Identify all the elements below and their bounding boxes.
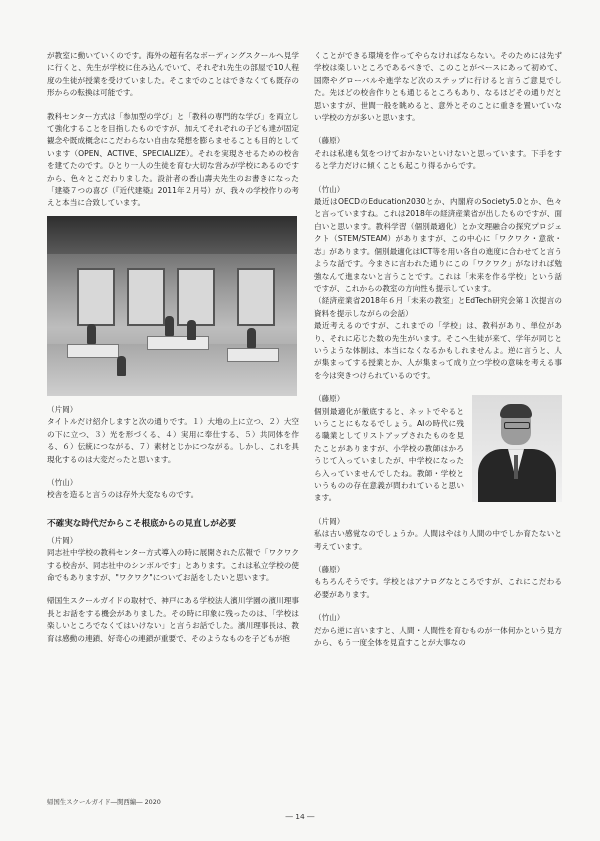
publication-footer: 帰国生スクールガイド―関西編― 2020 [47, 798, 161, 806]
portrait-block [314, 393, 562, 505]
person-portrait [472, 395, 562, 502]
speaker-label: （片岡） [314, 516, 345, 526]
paragraph: 最近考えるのですが、これまでの「学校」は、教科があり、単位があり、それに応じた数の先生がいます。そこへ生徒が来て、学年が同じというような体制は、本当になくなるかもしれませんよ。逆に言うと、人が集まってする授業とか、人が集まって成り立つ学校の意味を考える事を今は突きつけられているのです。 [314, 321, 562, 380]
right-column [314, 50, 562, 660]
speaker-label: （藤原） [314, 136, 345, 146]
speaker-label: （藤原） [314, 565, 345, 575]
paragraph: だから逆に言いますと、人間・人間性を育むものが一体何かという見方から、もう一度全体を見直すことが大事なの [314, 625, 562, 648]
paragraph: 同志社中学校の教科センター方式導入の時に展開された広報で「ワクワクする校舎が、同志社中のシンボルです」とあります。これは私立学校の使命でもありますが、"ワクワク"についてお話をしたいと思います。 [47, 548, 299, 582]
paragraph: 最近はOECDのEducation2030とか、内閣府のSociety5.0とか、色々と言っていますね。これは2018年の経済産業省が出したものですが、面白いと思います。教科学習（個別最適化）とか文理融合の探究プロジェクト（STEM/STEAM）がありますが、この中心に「ワクワク・意欲・志」があります。個別最適化はICT等を用い各自の進度に合わせてと言うような話です。今まさに言われた通りにこの「ワクワク」がなければ勉強なんて進まないと言うことです。これは「未来を作る学校」という話ですが、これからの教室の方向性も提示しています。 [314, 197, 562, 293]
speaker-label: （片岡） [47, 535, 78, 545]
paragraph: が教室に動いていくのです。海外の超有名なボーディングスクールへ見学に行くと、先生が学校に住み込んでいて、それぞれ先生の部屋で10人程度の生徒が授業を受けていました。そこまでのことはできなくても既存の形からの転換は可能です。 [47, 51, 299, 98]
paragraph: （経済産業省2018年６月「未来の教室」とEdTech研究会第１次提言の資料を提示しながらの会話） [314, 296, 562, 318]
speaker-label: （竹山） [314, 613, 345, 623]
paragraph: 個別最適化が徹底すると、ネットでやるということにもなるでしょう。AIの時代に残る職業としてリストアップされたものを見たことがありますが、小学校の教師はかろうじて入っていましたが、中学校になったら入っていませんでしたね。教師・学校というものの存在意義が問われていると思います。 [314, 406, 464, 503]
speaker-label: （藤原） [314, 394, 345, 404]
paragraph: それは私達も気をつけておかないといけないと思っています。下手をすると学力だけに傾くことも起こり得るからです。 [314, 148, 562, 171]
paragraph: もちろんそうです。学校とはアナログなところですが、これにこだわる必要があります。 [314, 577, 562, 599]
paragraph: くことができる環境を作ってやらなければならない。そのためには先ず学校は楽しいところであるべきで、このことがベースにあって初めて、国際やグローバルや進学など次のステップに行けると言うご意見でした。先ほどの校舎作りとも通じるところもあり、なるほどその通りだと思いますが、世間一般を眺めると、意外とそのことに重きを置いていない学校の方が多いと思います。 [314, 51, 562, 123]
speaker-label: （片岡） [47, 404, 78, 414]
speaker-label: （竹山） [314, 184, 345, 194]
paragraph: 私は古い感覚なのでしょうか。人間はやはり人間の中でしか育たないと考えています。 [314, 529, 562, 551]
classroom-photo [47, 216, 297, 396]
paragraph: 教科センター方式は「参加型の学び」と「教科の専門的な学び」を両立して強化することを目指したものですが、加えてそれぞれの子ども達が固定観念や既成概念にこだわらない自由な発想を膨らませることも目的としています（OPEN、ACTIVE、SPECIALIZE）。それを実現させるための校舎を建てたのです。ひとり一人の生徒を育む大切な営みが学校にあるのですから、色々とこだわりました。設計者の香山壽夫先生のお書きになった「建築７つの喜び（『近代建築』2011年２月号）が、我々の学校作りの考えと本当に合致しています。 [47, 111, 299, 208]
paragraph: 校舎を造ると言うのは存外大変なものです。 [47, 490, 199, 500]
section-heading: 不確実な時代だからこそ根底からの見直しが必要 [47, 518, 237, 529]
page-number: ― 14 ― [285, 812, 315, 821]
paragraph: 帰国生スクールガイドの取材で、神戸にある学校法人濱川学園の濱川理事長とお話をする機会がありました。その時に印象に残ったのは、「学校は楽しいところでなくてはいけない」と言うお話でした。濱川理事長は、教育は感動の連鎖、好奇心の連鎖が重要で、そのようなものを子どもが抱 [47, 596, 299, 643]
speaker-label: （竹山） [47, 477, 78, 487]
paragraph: タイトルだけ紹介しますと次の通りです。１）大地の上に立つ、２）大空の下に立つ、３）光を形づくる、４）実用に奉仕する、５）共同体を作る、６）伝統につながる、７）素材とじかにつながる。しかし、これを具現化するのは大変だったと思います。 [47, 417, 299, 464]
left-column [47, 50, 299, 656]
